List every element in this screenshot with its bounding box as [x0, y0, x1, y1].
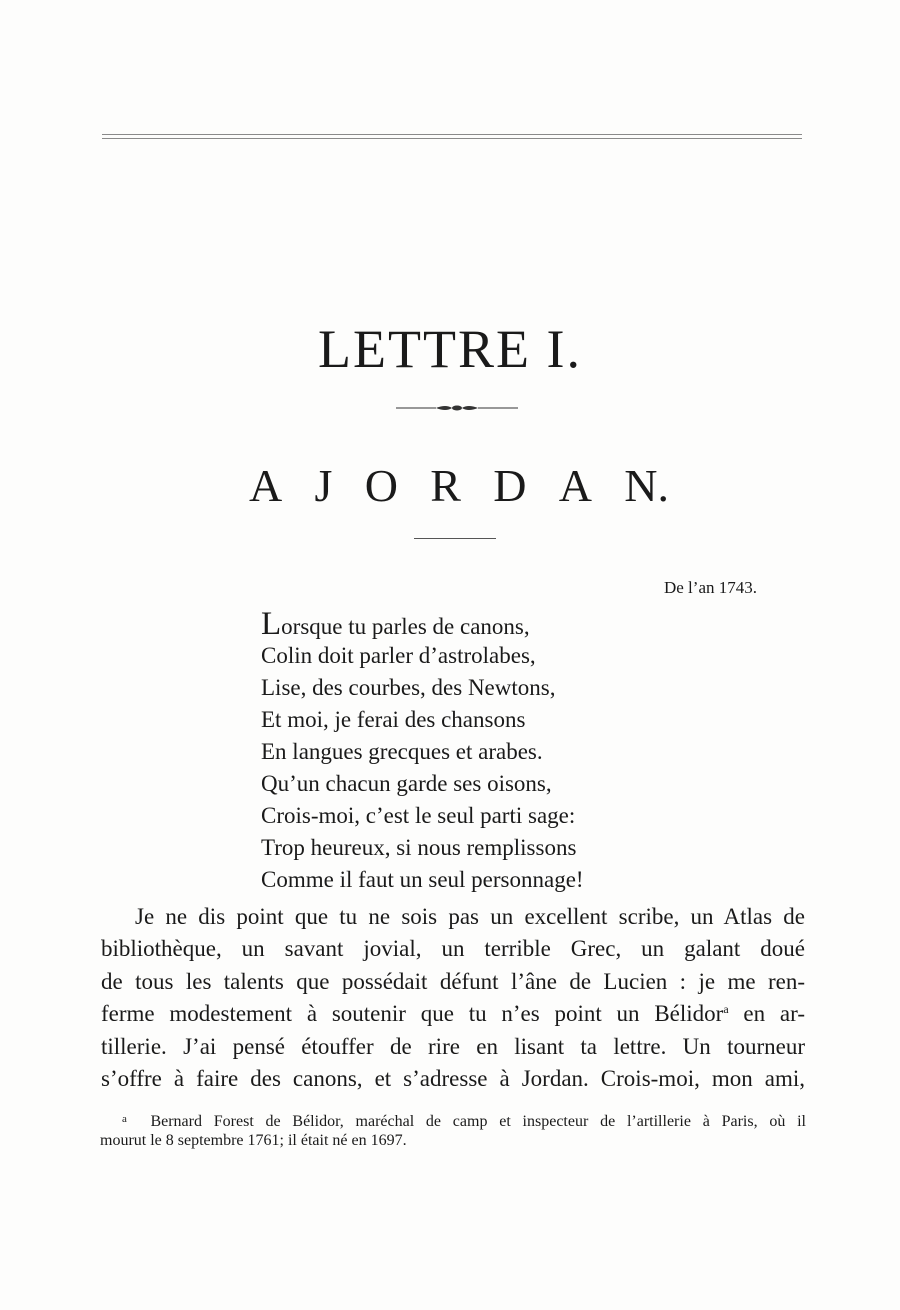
body-line: bibliothèque, un savant jovial, un terrible Grec, un galant doué — [101, 936, 805, 962]
footnote — [100, 1108, 806, 1152]
addressee-heading — [249, 459, 669, 512]
footnote-text: Bernard Forest de Bélidor, maréchal de camp et inspecteur de l’artillerie à Paris, où il — [150, 1113, 807, 1130]
poem-line — [261, 608, 584, 640]
poem — [261, 608, 584, 896]
footnote-reference: a — [723, 1002, 729, 1017]
poem-line: Lise, des courbes, des Newtons, — [261, 675, 556, 700]
poem-line: Trop heureux, si nous remplissons — [261, 835, 577, 860]
poem-line: Et moi, je ferai des chansons — [261, 707, 526, 732]
body-line: Je ne dis point que tu ne sois pas un excellent scribe, un Atlas de — [135, 904, 805, 929]
footnote-line — [100, 1108, 806, 1130]
addressee-letter: A — [558, 460, 592, 511]
drop-cap: L — [261, 606, 282, 642]
footnote-mark: a — [122, 1113, 127, 1125]
poem-line: Comme il faut un seul personnage! — [261, 867, 584, 892]
body-text: en ar- — [728, 1001, 805, 1027]
body-line: tillerie. J’ai pensé étouffer de rire en lisant ta lettre. Un tourneur — [101, 1033, 805, 1059]
body-text: ferme modestement à soutenir que tu n’es point un Bélidor — [101, 1001, 724, 1027]
letter-title: LETTRE I. — [318, 319, 582, 379]
dateline: De l’an 1743. — [663, 578, 757, 597]
poem-line-text: orsque tu parles de canons, — [281, 614, 530, 639]
addressee-letter: O — [364, 460, 398, 511]
body-line: s’offre à faire des canons, et s’adresse à Jordan. Crois-moi, mon ami, — [101, 1065, 805, 1091]
poem-line: Qu’un chacun garde ses oisons, — [261, 771, 552, 796]
poem-line: En langues grecques et arabes. — [261, 739, 543, 764]
top-double-rule — [102, 134, 802, 139]
poem-line: Crois-moi, c’est le seul parti sage: — [261, 803, 576, 828]
body-line: de tous les talents que possédait défunt l’âne de Lucien : je me ren- — [101, 968, 805, 994]
addressee-letter: R — [430, 460, 461, 511]
ornament-divider-icon — [396, 401, 518, 415]
short-divider — [414, 538, 496, 539]
addressee-letter: N. — [624, 460, 669, 511]
addressee-letter: A — [249, 460, 283, 511]
addressee-letter: D — [493, 460, 527, 511]
footnote-line: mourut le 8 septembre 1761; il était né en 1697. — [100, 1132, 407, 1149]
letter-body — [101, 901, 805, 1095]
poem-line: Colin doit parler d’astrolabes, — [261, 643, 536, 668]
addressee-letter: J — [314, 460, 333, 511]
body-line — [101, 998, 805, 1030]
